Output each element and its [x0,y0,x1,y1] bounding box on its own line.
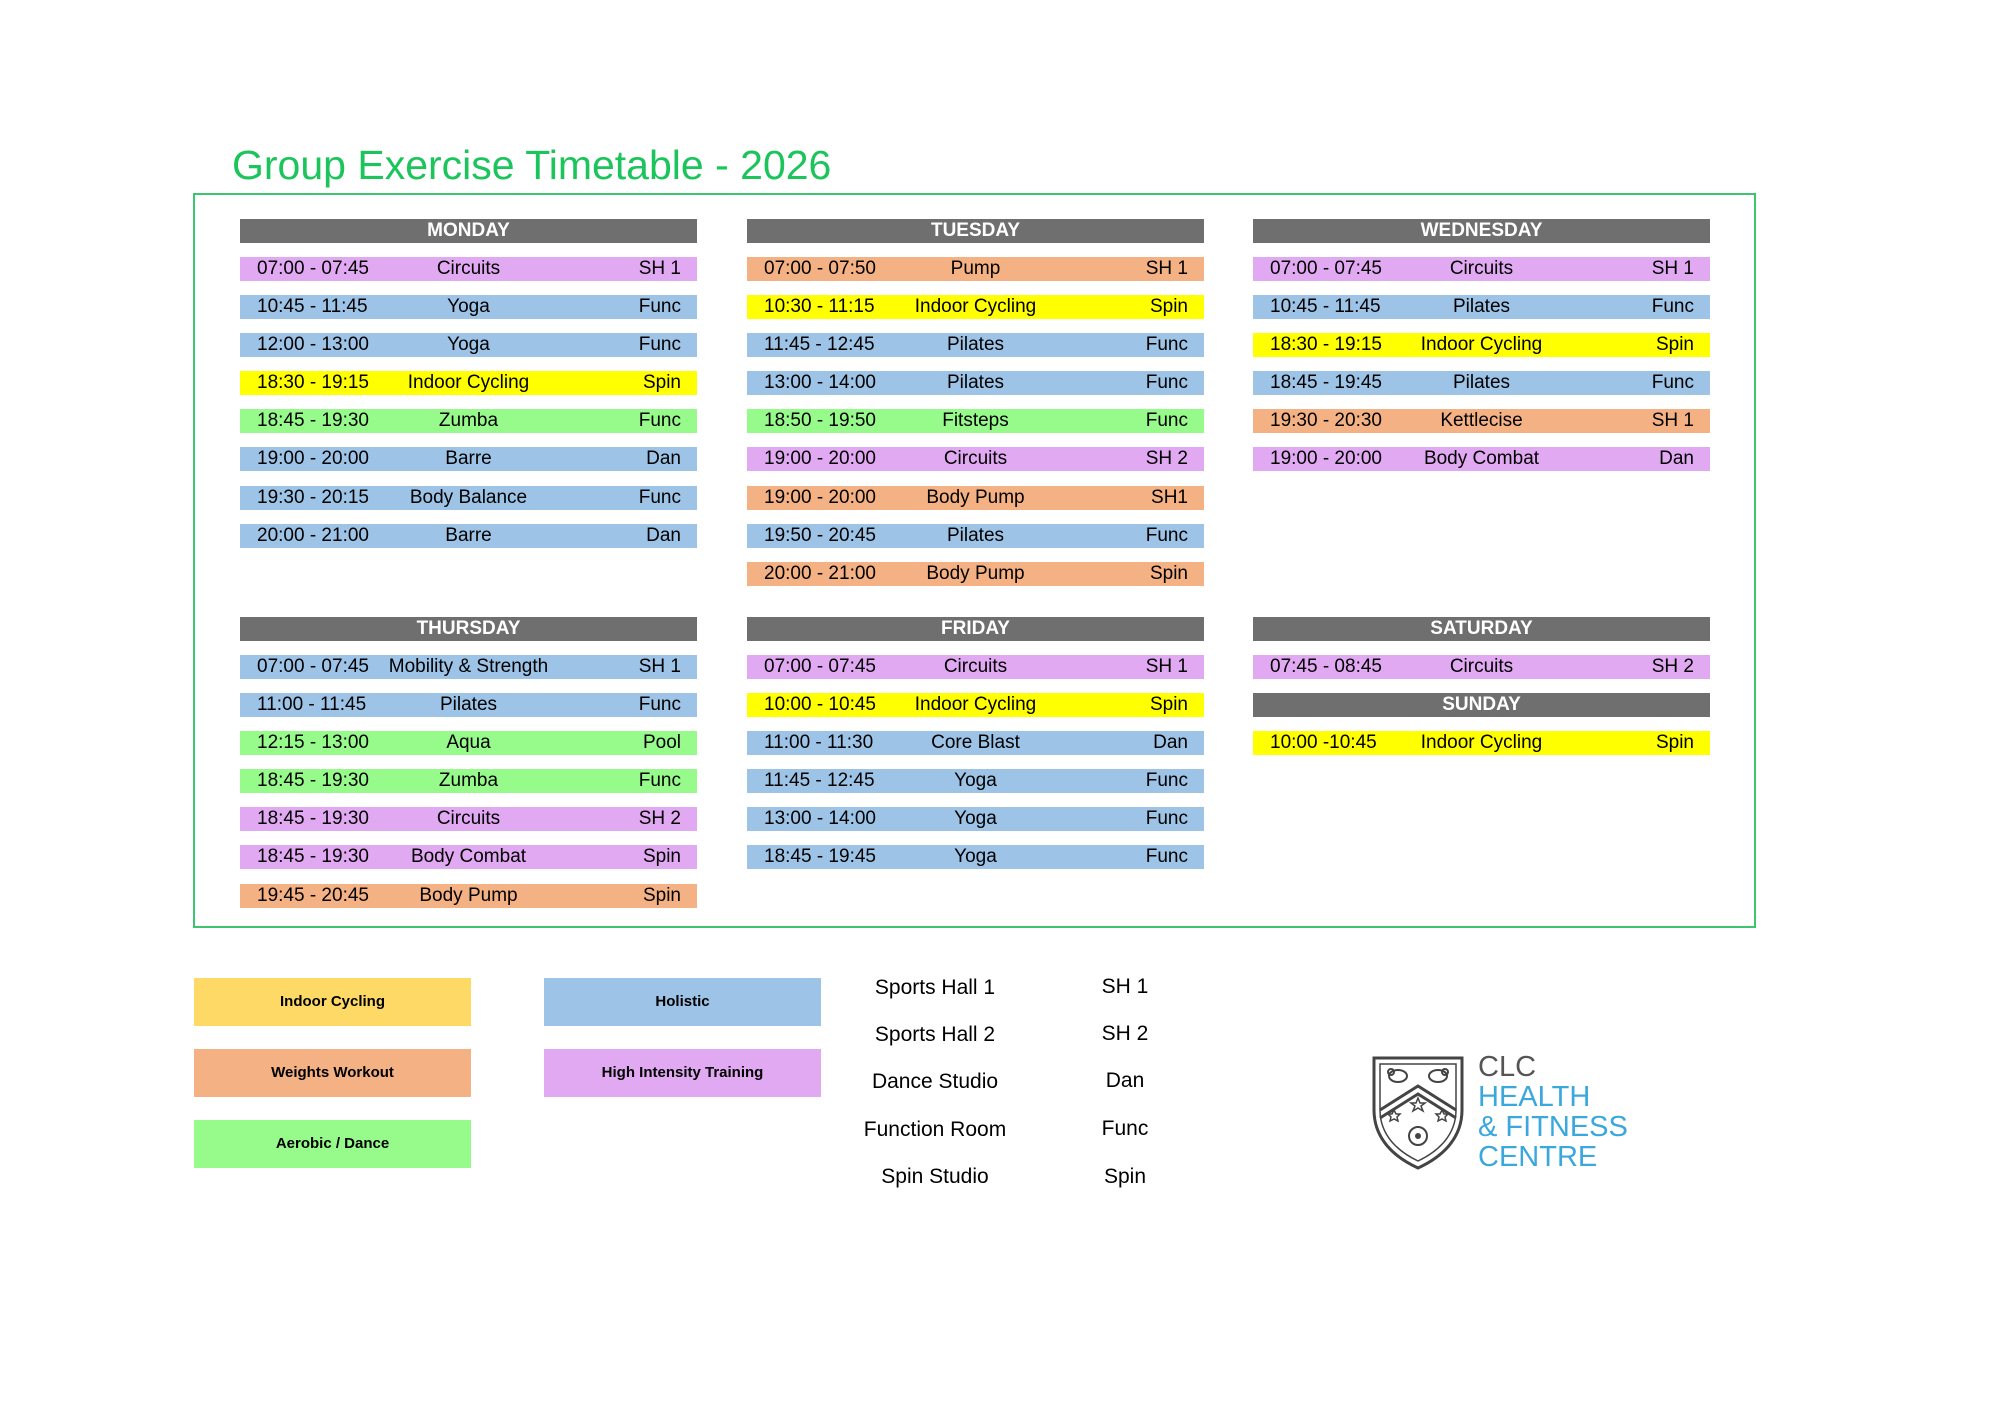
class-name: Body Combat [1423,448,1540,470]
class-room: Dan [1153,732,1188,754]
class-time: 10:00 -10:45 [1270,732,1377,753]
class-name: Core Blast [931,732,1020,754]
class-name: Zumba [438,410,499,432]
class-list-saturday [1253,655,1710,679]
class-row [747,295,1204,319]
class-name: Pump [950,258,1001,279]
class-time: 11:00 - 11:45 [257,694,367,716]
class-row [240,655,697,679]
location-code: Func [1101,1117,1149,1140]
clc-logo [1370,1048,1628,1173]
day-header-thursday: THURSDAY [240,617,697,641]
day-header-saturday: SATURDAY [1253,617,1710,641]
class-time: 19:30 - 20:30 [1270,410,1382,432]
class-time: 07:00 - 07:45 [257,258,369,279]
class-row [747,693,1204,717]
legend-aerobic-dance: Aerobic / Dance [194,1120,471,1168]
class-name: Circuits [943,656,1008,677]
class-time: 18:45 - 19:45 [764,846,876,868]
class-time: 10:45 - 11:45 [1270,296,1381,318]
class-time: 20:00 - 21:00 [764,562,876,584]
class-row [747,257,1204,281]
class-time: 18:45 - 19:30 [257,770,369,792]
class-time: 11:45 - 12:45 [764,334,875,356]
class-list-monday [240,257,697,548]
class-list-sunday [1253,731,1710,755]
class-room: SH1 [1151,486,1188,508]
logo-line-clc: CLC [1478,1051,1537,1083]
class-room: Spin [1149,694,1188,716]
class-row [747,769,1204,793]
class-name: Yoga [954,808,997,830]
class-name: Zumba [438,770,499,792]
class-row [1253,257,1710,281]
class-name: Barre [445,448,492,470]
class-time: 10:45 - 11:45 [257,296,368,318]
location-name: Sports Hall 1 [874,976,996,999]
shield-crest-icon [1370,1052,1466,1172]
class-row [1253,447,1710,471]
class-row [747,524,1204,548]
location-code: Spin [1103,1165,1147,1188]
class-room: Func [1145,372,1188,394]
class-row [747,807,1204,831]
class-room: SH 1 [1651,410,1694,432]
class-name: Pilates [439,694,498,716]
day-monday [240,219,697,562]
logo-text [1478,1052,1628,1172]
class-row [747,845,1204,869]
class-row [240,731,697,755]
class-room: Func [1145,846,1188,868]
class-name: Circuits [943,448,1008,470]
day-header-wednesday: WEDNESDAY [1253,219,1710,243]
class-room: Func [1145,410,1188,432]
class-row [747,562,1204,586]
class-row [747,731,1204,755]
class-time: 18:30 - 19:15 [257,372,369,394]
class-room: SH 1 [1145,258,1188,279]
class-row [1253,295,1710,319]
class-room: Dan [1659,448,1694,470]
class-room: SH 2 [638,808,681,830]
class-room: Pool [642,732,681,754]
class-room: Func [1651,296,1694,318]
class-name: Pilates [946,524,1005,546]
class-room: Spin [642,884,681,906]
class-room: Func [1651,372,1694,394]
class-room: Func [638,770,681,792]
class-row [747,655,1204,679]
class-name: Yoga [447,334,490,356]
class-time: 10:30 - 11:15 [764,296,875,318]
class-list-friday [747,655,1204,869]
class-name: Pilates [946,372,1005,394]
day-saturday [1253,617,1710,769]
class-time: 18:50 - 19:50 [764,410,876,432]
class-room: Func [1145,770,1188,792]
location-name: Dance Studio [871,1070,999,1093]
class-time: 19:30 - 20:15 [257,486,369,508]
class-time: 19:45 - 20:45 [257,884,369,906]
day-friday [747,617,1204,884]
class-list-thursday [240,655,697,908]
class-name: Circuits [436,258,501,279]
class-name: Body Pump [419,884,518,906]
class-name: Yoga [954,846,997,868]
class-row [240,524,697,548]
class-room: Spin [1655,334,1694,356]
day-tuesday [747,219,1204,600]
class-room: Func [638,334,681,356]
day-header-monday: MONDAY [240,219,697,243]
class-time: 11:00 - 11:30 [764,732,874,754]
class-time: 07:00 - 07:45 [257,656,369,677]
class-row [747,486,1204,510]
class-row [240,409,697,433]
location-code: Dan [1105,1069,1145,1092]
location-name: Function Room [863,1118,1007,1141]
class-room: Spin [1149,562,1188,584]
class-room: Spin [642,846,681,868]
day-header-friday: FRIDAY [747,617,1204,641]
class-room: Dan [646,448,681,470]
class-row [1253,371,1710,395]
class-time: 18:45 - 19:30 [257,410,369,432]
day-wednesday [1253,219,1710,486]
class-name: Body Pump [926,486,1025,508]
class-room: Func [638,486,681,508]
class-room: SH 1 [1651,258,1694,279]
class-row [1253,655,1710,679]
class-name: Indoor Cycling [1420,732,1543,753]
class-room: Func [638,410,681,432]
class-row [240,884,697,908]
class-row [747,333,1204,357]
class-list-wednesday [1253,257,1710,471]
class-room: SH 1 [638,656,681,677]
class-row [747,371,1204,395]
class-time: 13:00 - 14:00 [764,372,876,394]
class-name: Indoor Cycling [914,296,1037,318]
class-room: Func [638,694,681,716]
class-room: Func [1145,808,1188,830]
day-header-tuesday: TUESDAY [747,219,1204,243]
class-name: Barre [445,524,492,546]
location-name: Sports Hall 2 [874,1023,996,1046]
day-thursday [240,617,697,922]
class-time: 18:45 - 19:45 [1270,372,1382,394]
class-name: Indoor Cycling [407,372,530,394]
class-room: Func [638,296,681,318]
class-room: Dan [646,524,681,546]
logo-line-centre: CENTRE [1478,1141,1598,1173]
logo-line-health: HEALTH [1478,1081,1591,1113]
class-row [1253,333,1710,357]
class-row [1253,731,1710,755]
class-time: 07:00 - 07:45 [764,656,876,677]
class-row [1253,409,1710,433]
class-row [240,371,697,395]
class-name: Circuits [1449,656,1514,677]
class-time: 19:50 - 20:45 [764,524,876,546]
class-row [747,447,1204,471]
class-time: 19:00 - 20:00 [257,448,369,470]
class-row [240,257,697,281]
class-list-tuesday [747,257,1204,586]
class-row [240,769,697,793]
class-time: 11:45 - 12:45 [764,770,875,792]
class-name: Indoor Cycling [914,694,1037,716]
class-name: Mobility & Strength [388,656,549,677]
location-code: SH 2 [1101,1022,1149,1045]
class-time: 18:45 - 19:30 [257,846,369,868]
class-name: Body Pump [926,562,1025,584]
logo-line-fitness: & FITNESS [1478,1111,1628,1143]
class-time: 07:45 - 08:45 [1270,656,1382,677]
class-name: Pilates [1452,296,1511,318]
class-time: 19:00 - 20:00 [1270,448,1382,470]
class-room: Func [1145,334,1188,356]
class-name: Kettlecise [1440,410,1523,432]
class-row [240,693,697,717]
class-room: SH 1 [1145,656,1188,677]
legend-high-intensity: High Intensity Training [544,1049,821,1097]
class-time: 18:30 - 19:15 [1270,334,1382,356]
class-row [240,845,697,869]
class-name: Yoga [954,770,997,792]
class-row [240,486,697,510]
class-row [240,447,697,471]
class-time: 13:00 - 14:00 [764,808,876,830]
class-room: Spin [1149,296,1188,318]
class-room: Func [1145,524,1188,546]
location-code: SH 1 [1101,975,1149,998]
class-row [240,807,697,831]
class-time: 12:00 - 13:00 [257,334,369,356]
legend-indoor-cycling: Indoor Cycling [194,978,471,1026]
class-time: 19:00 - 20:00 [764,448,876,470]
class-room: SH 1 [638,258,681,279]
class-room: SH 2 [1145,448,1188,470]
class-time: 19:00 - 20:00 [764,486,876,508]
location-name: Spin Studio [881,1165,989,1188]
legend-holistic: Holistic [544,978,821,1026]
page-title: Group Exercise Timetable - 2026 [232,142,832,188]
class-name: Circuits [1449,258,1514,279]
class-time: 07:00 - 07:50 [764,258,876,279]
class-name: Pilates [1452,372,1511,394]
class-room: Spin [642,372,681,394]
class-row [747,409,1204,433]
day-header-sunday: SUNDAY [1253,693,1710,717]
legend-weights-workout: Weights Workout [194,1049,471,1097]
class-name: Indoor Cycling [1420,334,1543,356]
class-row [240,333,697,357]
class-time: 20:00 - 21:00 [257,524,369,546]
class-room: SH 2 [1651,656,1694,677]
class-time: 10:00 - 10:45 [764,694,876,716]
class-name: Aqua [446,732,491,754]
class-row [240,295,697,319]
class-time: 07:00 - 07:45 [1270,258,1382,279]
class-name: Circuits [436,808,501,830]
class-name: Fitsteps [942,410,1009,432]
class-name: Body Balance [409,486,528,508]
class-time: 18:45 - 19:30 [257,808,369,830]
class-name: Body Combat [410,846,527,868]
class-time: 12:15 - 13:00 [257,732,369,754]
class-room: Spin [1655,732,1694,753]
class-name: Pilates [946,334,1005,356]
class-name: Yoga [447,296,490,318]
